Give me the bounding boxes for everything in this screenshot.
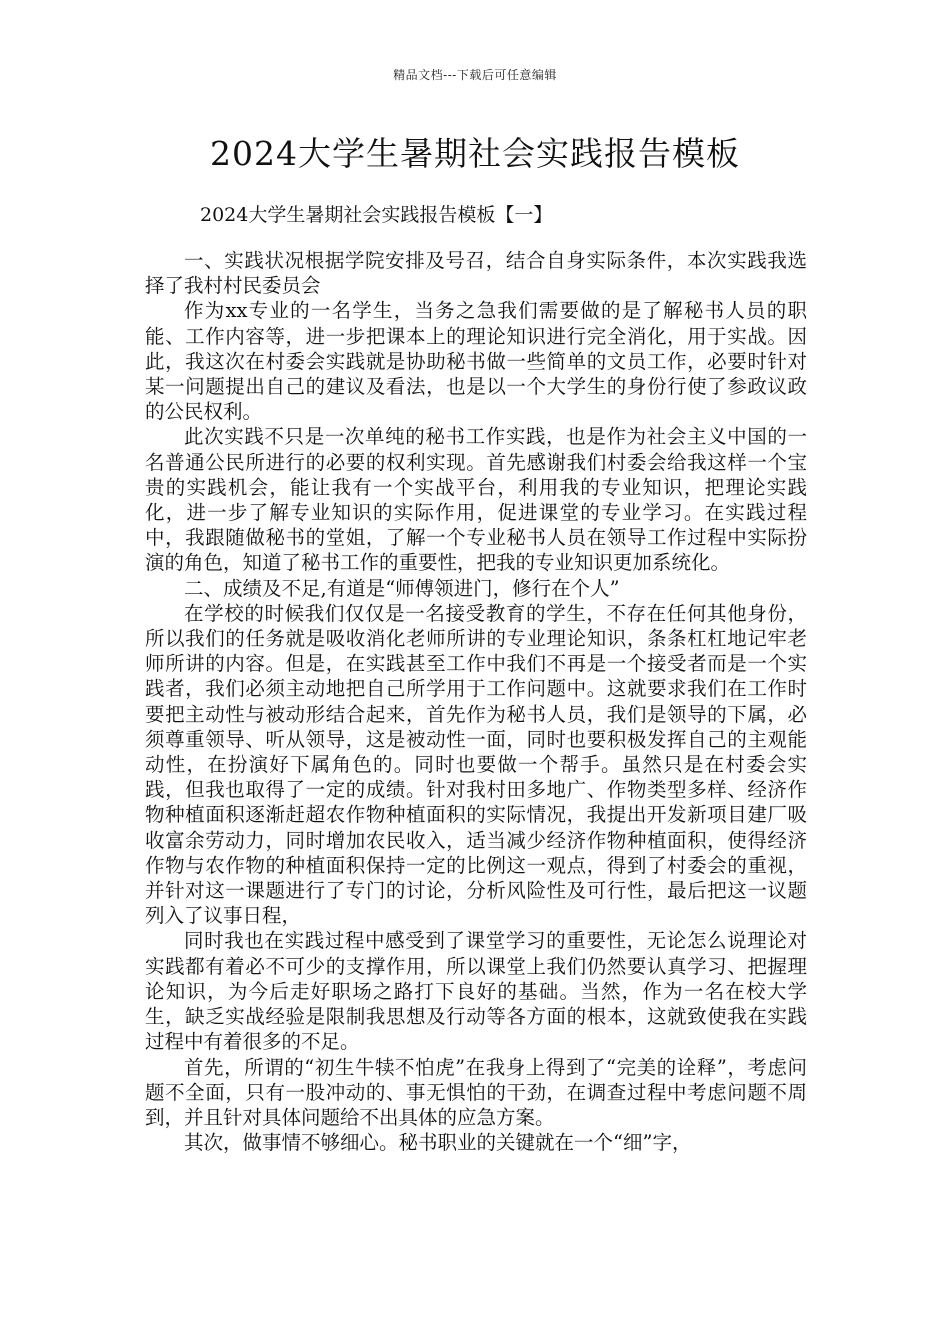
document-title: 2024大学生暑期社会实践报告模板	[210, 134, 740, 173]
header-note: 精品文档---下载后可任意编辑	[393, 68, 557, 82]
document-body	[145, 248, 807, 1155]
paragraph: 一、实践状况根据学院安排及号召，结合自身实际条件，本次实践我选择了我村村民委员会	[145, 249, 807, 298]
paragraph: 在学校的时候我们仅仅是一名接受教育的学生，不存在任何其他身份，所以我们的任务就是吸收消化老师所讲的专业理论知识，条条杠杠地记牢老师所讲的内容。但是，在实践甚至工作中我们不再是一个接受者而是一个实践者，我们必须主动地把自己所学用于工作问题中。这就要求我们在工作时要把主动性与被动形结合起来，首先作为秘书人员，我们是领导的下属，必须尊重领导、听从领导，这是被动性一面，同时也要积极发挥自己的主观能动性，在扮演好下属角色的。同时也要做一个帮手。虽然只是在村委会实践，但我也取得了一定的成绩。针对我村田多地广、作物类型多样、经济作物种植面积逐渐赶超农作物种植面积的实际情况，我提出开发新项目建厂吸收富余劳动力，同时增加农民收入，适当减少经济作物种植面积，使得经济作物与农作物的种植面积保持一定的比例这一观点，得到了村委会的重视，并针对这一课题进行了专门的讨论，分析风险性及可行性，最后把这一议题列入了议事日程，	[145, 601, 807, 928]
paragraph: 作为xx专业的一名学生，当务之急我们需要做的是了解秘书人员的职能、工作内容等，进一步把课本上的理论知识进行完全消化，用于实战。因此，我这次在村委会实践就是协助秘书做一些简单的文员工作，必要时针对某一问题提出自己的建议及看法，也是以一个大学生的身份行使了参政议政的公民权利。	[145, 299, 807, 424]
paragraph: 二、成绩及不足,有道是“师傅领进门，修行在个人”	[184, 576, 620, 600]
paragraph: 此次实践不只是一次单纯的秘书工作实践，也是作为社会主义中国的一名普通公民所进行的必要的权利实现。首先感谢我们村委会给我这样一个宝贵的实践机会，能让我有一个实战平台，利用我的专业知识，把理论实践化，进一步了解专业知识的实际作用，促进课堂的专业学习。在实践过程中，我跟随做秘书的堂姐，了解一个专业秘书人员在领导工作过程中实际扮演的角色，知道了秘书工作的重要性，把我的专业知识更加系统化。	[145, 425, 807, 575]
paragraph: 同时我也在实践过程中感受到了课堂学习的重要性，无论怎么说理论对实践都有着必不可少的支撑作用，所以课堂上我们仍然要认真学习、把握理论知识，为今后走好职场之路打下良好的基础。当然，作为一名在校大学生，缺乏实战经验是限制我思想及行动等各方面的根本，这就致使我在实践过程中有着很多的不足。	[145, 929, 807, 1054]
paragraph: 首先，所谓的“初生牛犊不怕虎”在我身上得到了“完美的诠释”，考虑问题不全面，只有一股冲动的、事无惧怕的干劲，在调查过程中考虑问题不周到，并且针对具体问题给不出具体的应急方案。	[145, 1055, 807, 1129]
paragraph: 其次，做事情不够细心。秘书职业的关键就在一个“细”字，	[184, 1131, 692, 1155]
section-subtitle: 2024大学生暑期社会实践报告模板【一】	[200, 204, 553, 226]
